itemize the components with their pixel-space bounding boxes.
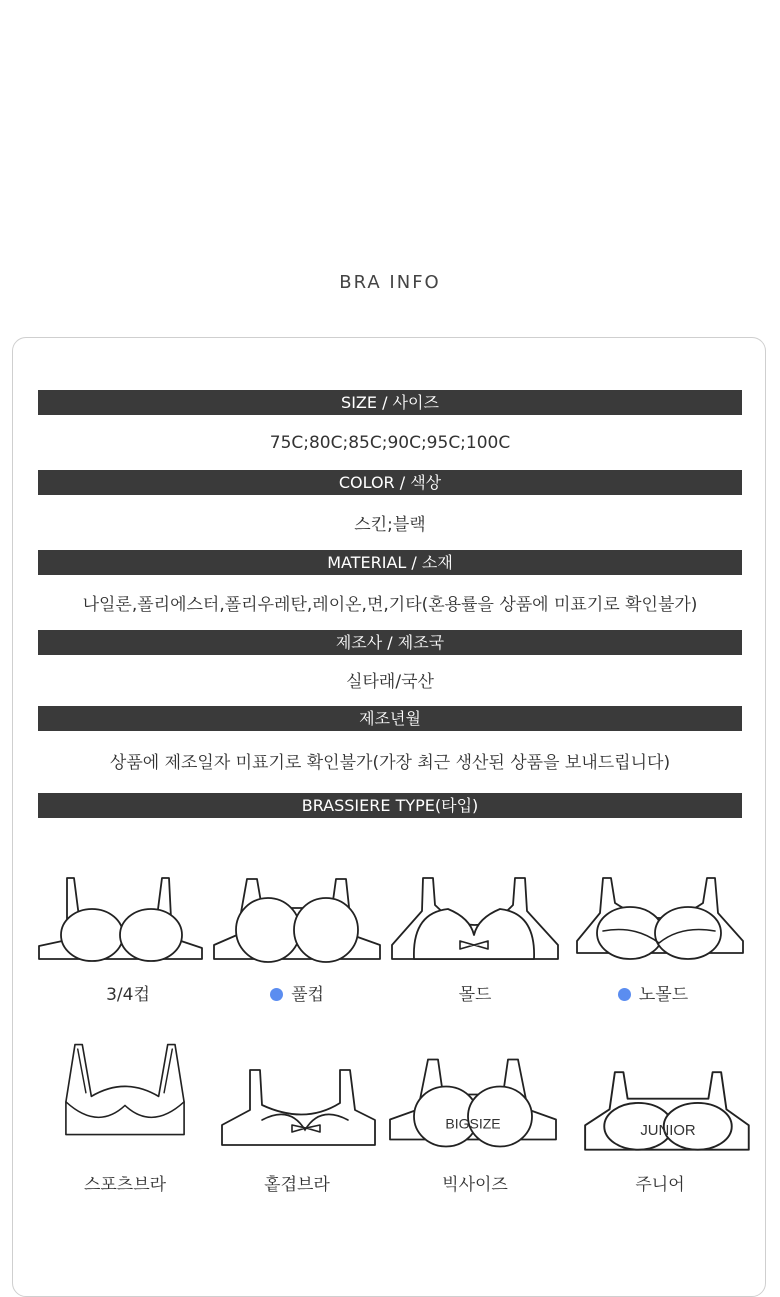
type-header: BRASSIERE TYPE(타입) (38, 793, 742, 818)
type-label-single-layer: 홑겹브라 (264, 1175, 330, 1195)
page-title: BRA INFO (339, 272, 441, 293)
selected-dot-icon (618, 988, 631, 1001)
type-label-bigsize: 빅사이즈 (442, 1175, 508, 1195)
date-value: 상품에 제조일자 미표기로 확인불가(가장 최근 생산된 상품을 보내드립니다) (109, 753, 671, 773)
bra-34cup-icon (37, 873, 207, 973)
maker-header: 제조사 / 제조국 (38, 630, 742, 655)
size-header: SIZE / 사이즈 (38, 390, 742, 415)
type-label-nomold: 노몰드 (568, 980, 738, 1005)
bra-bigsize-icon (388, 1052, 558, 1152)
bigsize-badge: BIGSIZE (445, 1115, 501, 1132)
bra-single-layer-icon (220, 1060, 390, 1160)
size-value: 75C;80C;85C;90C;95C;100C (269, 433, 511, 453)
color-value: 스킨;블랙 (354, 515, 426, 535)
date-header: 제조년월 (38, 706, 742, 731)
type-label-fullcup: 풀컵 (212, 980, 382, 1005)
material-value: 나일론,폴리에스터,폴리우레탄,레이온,면,기타(혼용률을 상품에 미표기로 확인불가) (82, 595, 698, 615)
maker-value: 실타래/국산 (346, 672, 434, 692)
type-label-junior: 주니어 (635, 1175, 685, 1195)
selected-dot-icon (270, 988, 283, 1001)
bra-mold-icon (390, 873, 560, 973)
bra-fullcup-icon (212, 873, 382, 973)
junior-badge: JUNIOR (640, 1122, 696, 1139)
type-label-mold: 몰드 (458, 985, 492, 1005)
material-header: MATERIAL / 소재 (38, 550, 742, 575)
type-label-sports: 스포츠브라 (83, 1175, 167, 1195)
bra-junior-icon (583, 1062, 753, 1162)
bra-sports-icon (40, 1040, 210, 1140)
color-header: COLOR / 색상 (38, 470, 742, 495)
bra-nomold-icon (575, 873, 745, 973)
type-label-34cup: 3/4컵 (106, 985, 150, 1005)
